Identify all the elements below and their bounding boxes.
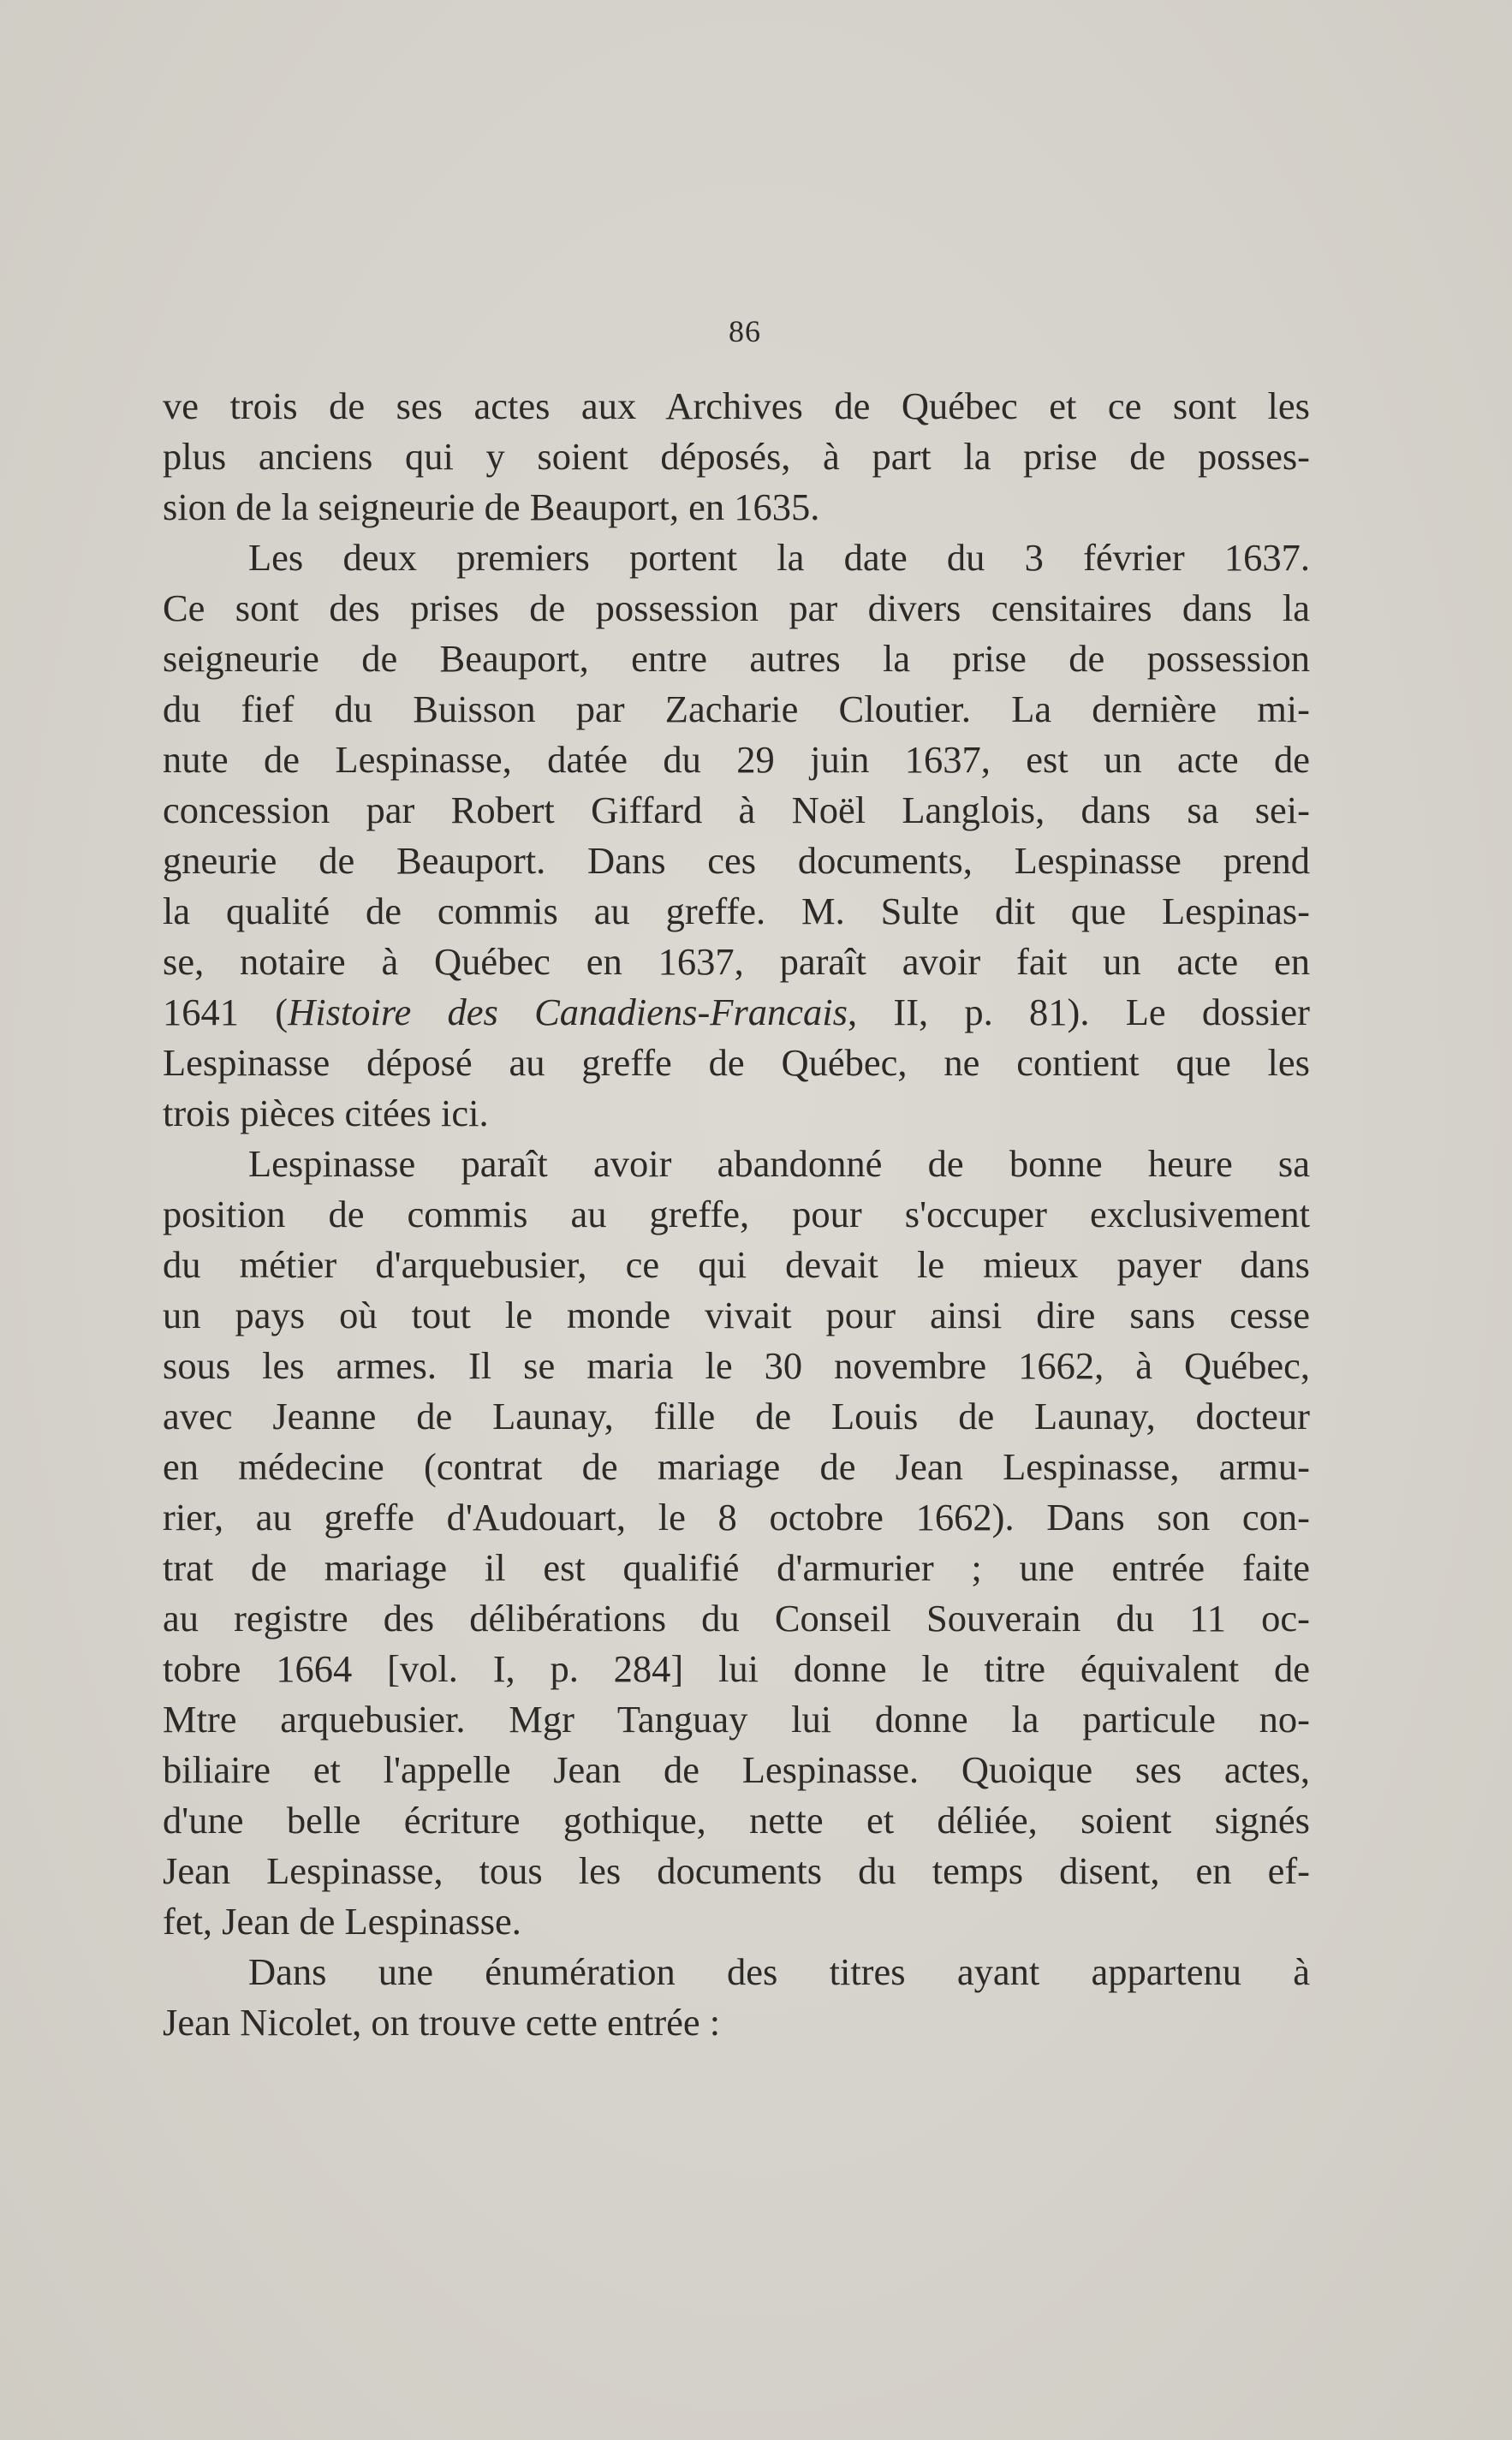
- text-line: sous les armes. Il se maria le 30 novembre 1662, à Québec,: [163, 1344, 1310, 1387]
- text-line: trat de mariage il est qualifié d'armurier ; une entrée faite: [163, 1546, 1310, 1589]
- text-segment: 1641 (: [163, 991, 289, 1033]
- text-line: nute de Lespinasse, datée du 29 juin 1637, est un acte de: [163, 738, 1310, 781]
- text-line: du métier d'arquebusier, ce qui devait le mieux payer dans: [163, 1243, 1310, 1286]
- text-line: [163, 987, 1310, 1038]
- text-line: biliaire et l'appelle Jean de Lespinasse. Quoique ses actes,: [163, 1748, 1310, 1791]
- text-line: concession par Robert Giffard à Noël Langlois, dans sa sei-: [163, 789, 1310, 831]
- text-line: avec Jeanne de Launay, fille de Louis de Launay, docteur: [163, 1395, 1310, 1437]
- text-line: du fief du Buisson par Zacharie Cloutier. La dernière mi-: [163, 687, 1310, 730]
- text-line: Jean Nicolet, on trouve cette entrée :: [163, 2001, 721, 2044]
- text-line: un pays où tout le monde vivait pour ainsi dire sans cesse: [163, 1294, 1310, 1336]
- text-line: Ce sont des prises de possession par divers censitaires dans la: [163, 586, 1310, 629]
- text-line: ve trois de ses actes aux Archives de Québec et ce sont les: [163, 384, 1310, 427]
- text-line: plus anciens qui y soient déposés, à part la prise de posses-: [163, 435, 1310, 478]
- text-line: fet, Jean de Lespinasse.: [163, 1900, 521, 1943]
- text-line: Les deux premiers portent la date du 3 février 1637.: [248, 536, 1310, 579]
- book-title: Histoire des Canadiens-Francais: [288, 991, 848, 1033]
- text-line: se, notaire à Québec en 1637, paraît avoir fait un acte en: [163, 940, 1310, 983]
- text-line: tobre 1664 [vol. I, p. 284] lui donne le titre équivalent de: [163, 1647, 1310, 1690]
- text-line: trois pièces citées ici.: [163, 1092, 489, 1134]
- text-segment: , II, p. 81). Le dossier: [848, 991, 1310, 1033]
- text-line: au registre des délibérations du Conseil Souverain du 11 oc-: [163, 1597, 1310, 1640]
- text-line: d'une belle écriture gothique, nette et déliée, soient signés: [163, 1799, 1310, 1842]
- text-line: gneurie de Beauport. Dans ces documents, Lespinasse prend: [163, 839, 1310, 882]
- text-line: rier, au greffe d'Audouart, le 8 octobre 1662). Dans son con-: [163, 1496, 1310, 1538]
- text-line: Lespinasse paraît avoir abandonné de bonne heure sa: [248, 1142, 1310, 1185]
- text-line: Lespinasse déposé au greffe de Québec, ne contient que les: [163, 1041, 1310, 1084]
- text-line: sion de la seigneurie de Beauport, en 1635.: [163, 485, 820, 528]
- text-line: seigneurie de Beauport, entre autres la prise de possession: [163, 637, 1310, 680]
- text-line: en médecine (contrat de mariage de Jean Lespinasse, armu-: [163, 1445, 1310, 1488]
- text-line: Mtre arquebusier. Mgr Tanguay lui donne la particule no-: [163, 1698, 1310, 1741]
- text-line: Jean Lespinasse, tous les documents du temps disent, en ef-: [163, 1849, 1310, 1892]
- text-line: position de commis au greffe, pour s'occuper exclusivement: [163, 1193, 1310, 1235]
- body-text: [163, 381, 1310, 2048]
- text-line: Dans une énumération des titres ayant appartenu à: [248, 1950, 1310, 1993]
- text-line: la qualité de commis au greffe. M. Sulte dit que Lespinas-: [163, 890, 1310, 932]
- page-number: 86: [729, 314, 761, 348]
